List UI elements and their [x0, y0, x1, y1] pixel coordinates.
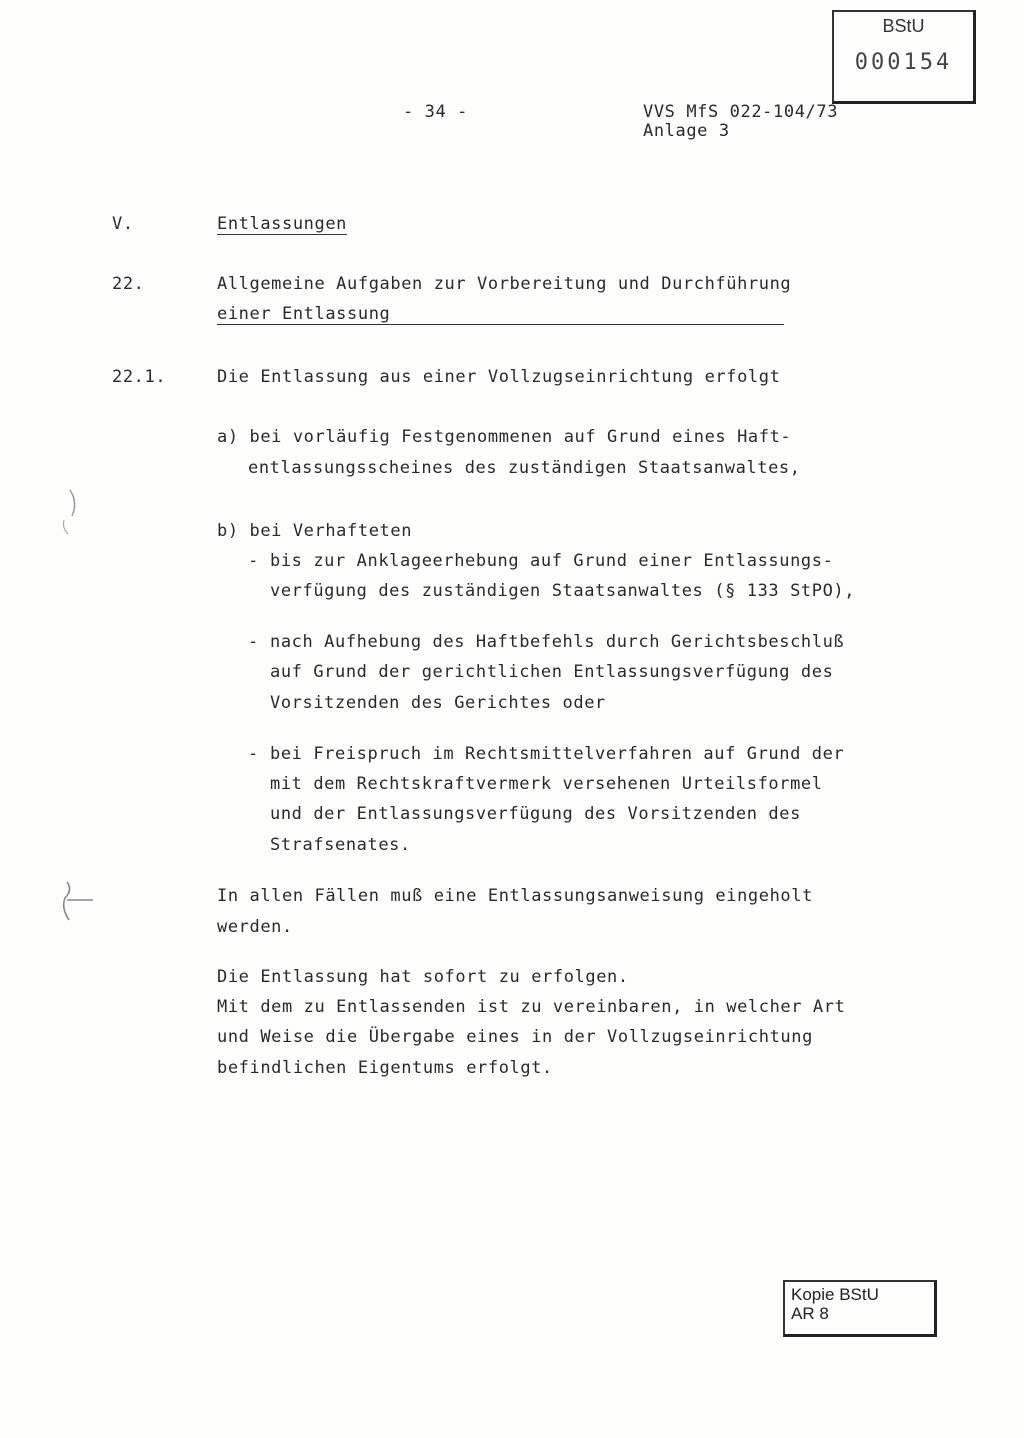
item-a-line1: a) bei vorläufig Festgenommenen auf Grund eines Haft-	[217, 427, 792, 447]
closing-p1-line1: In allen Fällen muß eine Entlassungsanweisung eingeholt	[217, 886, 813, 906]
margin-pencil-mark	[50, 480, 90, 540]
bullet-dash: -	[248, 551, 259, 571]
section-number: V.	[112, 214, 134, 234]
stamp-number: 000154	[854, 50, 953, 75]
subsection-title-line1: Allgemeine Aufgaben zur Vorbereitung und Durchführung	[217, 274, 792, 294]
item-number: 22.1.	[112, 367, 167, 387]
attachment-label: Anlage 3	[643, 121, 730, 141]
section-title: Entlassungen	[217, 214, 348, 234]
copy-stamp-line1: Kopie BStU	[791, 1285, 879, 1304]
item-b3-line1: bei Freispruch im Rechtsmittelverfahren auf Grund der	[270, 744, 845, 764]
item-b3-line4: Strafsenates.	[270, 835, 411, 855]
subsection-number: 22.	[112, 274, 145, 294]
closing-p2-line4: befindlichen Eigentums erfolgt.	[217, 1058, 553, 1078]
stamp-label: BStU	[882, 16, 925, 36]
item-b2-line2: auf Grund der gerichtlichen Entlassungsverfügung des	[270, 662, 834, 682]
item-b3-line3: und der Entlassungsverfügung des Vorsitzenden des	[270, 804, 801, 824]
copy-stamp-line2: AR 8	[791, 1304, 829, 1323]
document-reference: VVS MfS 022-104/73	[643, 102, 839, 122]
closing-p2-line3: und Weise die Übergabe eines in der Vollzugseinrichtung	[217, 1027, 813, 1047]
bstu-archive-stamp	[832, 10, 976, 104]
subsection-title-line2: einer Entlassung	[217, 304, 391, 324]
item-a-line2: entlassungsscheines des zuständigen Staatsanwaltes,	[248, 458, 801, 478]
item-b2-line3: Vorsitzenden des Gerichtes oder	[270, 693, 606, 713]
item-b2-line1: nach Aufhebung des Haftbefehls durch Gerichtsbeschluß	[270, 632, 845, 652]
item-b3-line2: mit dem Rechtskraftvermerk versehenen Urteilsformel	[270, 774, 823, 794]
bullet-dash: -	[248, 632, 259, 652]
closing-p2-line1: Die Entlassung hat sofort zu erfolgen.	[217, 967, 629, 987]
margin-pencil-mark	[55, 878, 99, 926]
closing-p2-line2: Mit dem zu Entlassenden ist zu vereinbaren, in welcher Art	[217, 997, 846, 1017]
copy-stamp	[783, 1280, 937, 1337]
item-b-heading: b) bei Verhafteten	[217, 521, 413, 541]
item-b1-line1: bis zur Anklageerhebung auf Grund einer Entlassungs-	[270, 551, 834, 571]
item-intro: Die Entlassung aus einer Vollzugseinrichtung erfolgt	[217, 367, 781, 387]
page-number: - 34 -	[403, 102, 469, 122]
bullet-dash: -	[248, 744, 259, 764]
item-b1-line2: verfügung des zuständigen Staatsanwaltes (§ 133 StPO),	[270, 581, 856, 601]
closing-p1-line2: werden.	[217, 917, 293, 937]
subsection-title-underline	[217, 324, 784, 325]
